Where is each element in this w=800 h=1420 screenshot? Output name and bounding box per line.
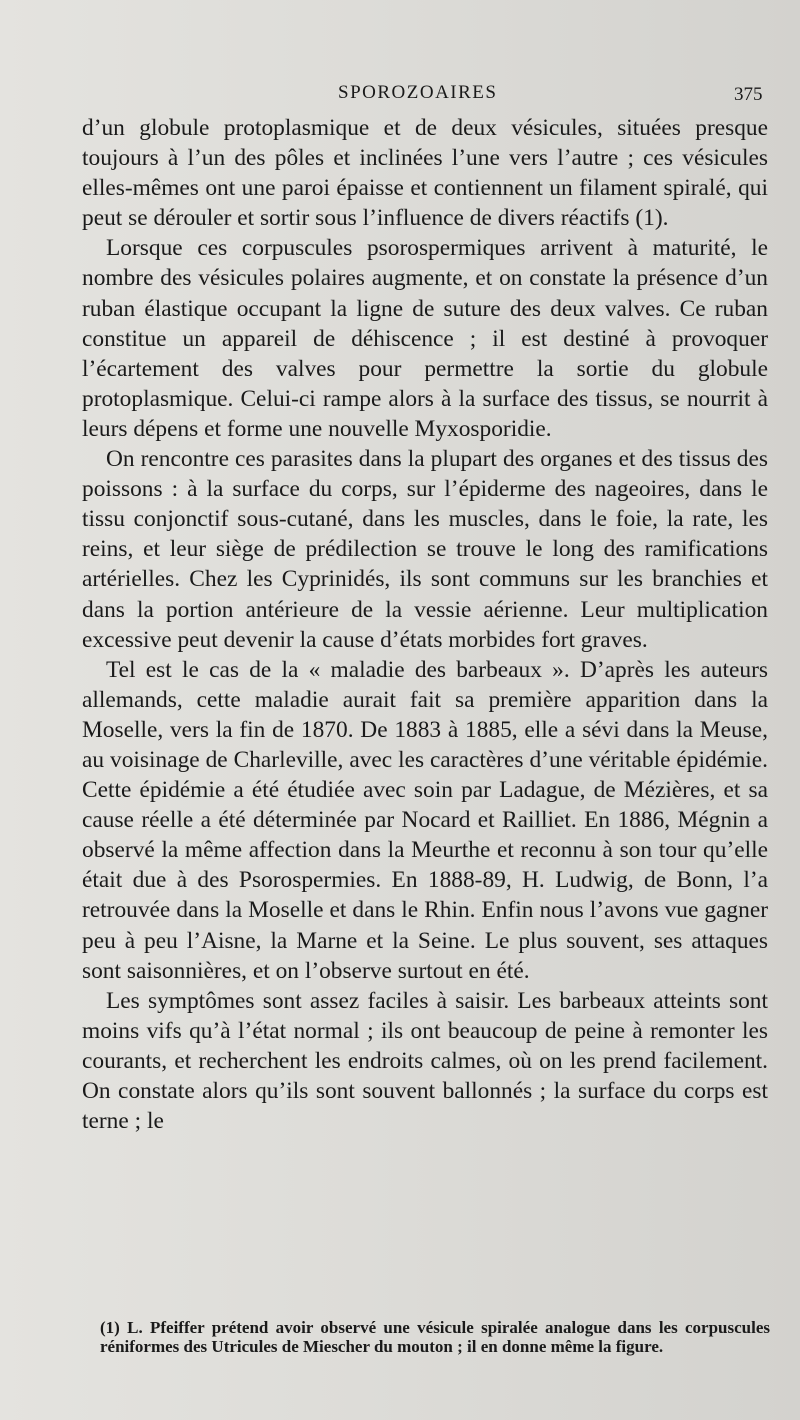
page-number: 375: [734, 84, 763, 105]
paragraph-maturity: Lorsque ces corpuscules psorospermiques arrivent à maturité, le nombre des vésicules polaires augmente, et on constate la présence d’un ruban élastique occupant la ligne de suture des deux valves. Ce ruban constitue un appareil de déhiscence ; il est destiné à provoquer l’écartement des valves pour permettre la sortie du globule protoplasmique. Celui-ci rampe alors à la surface des tissus, se nourrit à leurs dépens et forme une nouvelle Myxosporidie.: [82, 235, 768, 442]
paragraph-symptoms: Les symptômes sont assez faciles à saisir. Les barbeaux atteints sont moins vifs qu’à l’état normal ; ils ont beaucoup de peine à remonter les courants, et recherchent les endroits calmes, où on les prend facilement. On constate alors qu’ils sont souvent ballonnés ; la surface du corps est terne ; le: [82, 987, 768, 1135]
paragraph-parasite-locations: On rencontre ces parasites dans la plupart des organes et des tissus des poissons : à la surface du corps, sur l’épiderme des nageoires, dans le tissu conjonctif sous-cutané, dans les muscles, dans le foie, la rate, les reins, et leur siège de prédilection se trouve le long des ramifications artérielles. Chez les Cyprinidés, ils sont communs sur les branchies et dans la portion antérieure de la vessie aérienne. Leur multiplication excessive peut devenir la cause d’états morbides fort graves.: [82, 446, 768, 653]
footnote: (1) L. Pfeiffer prétend avoir observé une vésicule spiralée analogue dans les corpuscules réniformes des Utricules de Miescher du mouton ; il en donne même la figure.: [100, 1318, 770, 1356]
paragraph-barbel-disease: Tel est le cas de la « maladie des barbeaux ». D’après les auteurs allemands, cette maladie aurait fait sa première apparition dans la Moselle, vers la fin de 1870. De 1883 à 1885, elle a sévi dans la Meuse, au voisinage de Charleville, avec les caractères d’une véritable épidémie. Cette épidémie a été étudiée avec soin par Ladague, de Mézières, et sa cause réelle a été déterminée par Nocard et Railliet. En 1886, Mégnin a observé la même affection dans la Meurthe et reconnu à son tour qu’elle était due à des Psorospermies. En 1888-89, H. Ludwig, de Bonn, l’a retrouvée dans la Moselle et dans le Rhin. Enfin nous l’avons vue gagner peu à peu l’Aisne, la Marne et la Seine. Le plus souvent, ses attaques sont saisonnières, et on l’observe surtout en été.: [82, 656, 768, 984]
body-text: [82, 113, 768, 1136]
running-head: [0, 82, 800, 112]
paragraph-continuation: d’un globule protoplasmique et de deux vésicules, situées presque toujours à l’un des pôles et inclinées l’une vers l’autre ; ces vésicules elles-mêmes ont une paroi épaisse et contiennent un filament spiralé, qui peut se dérouler et sortir sous l’influence de divers réactifs (1).: [82, 115, 768, 232]
running-title: SPOROZOAIRES: [338, 82, 498, 103]
